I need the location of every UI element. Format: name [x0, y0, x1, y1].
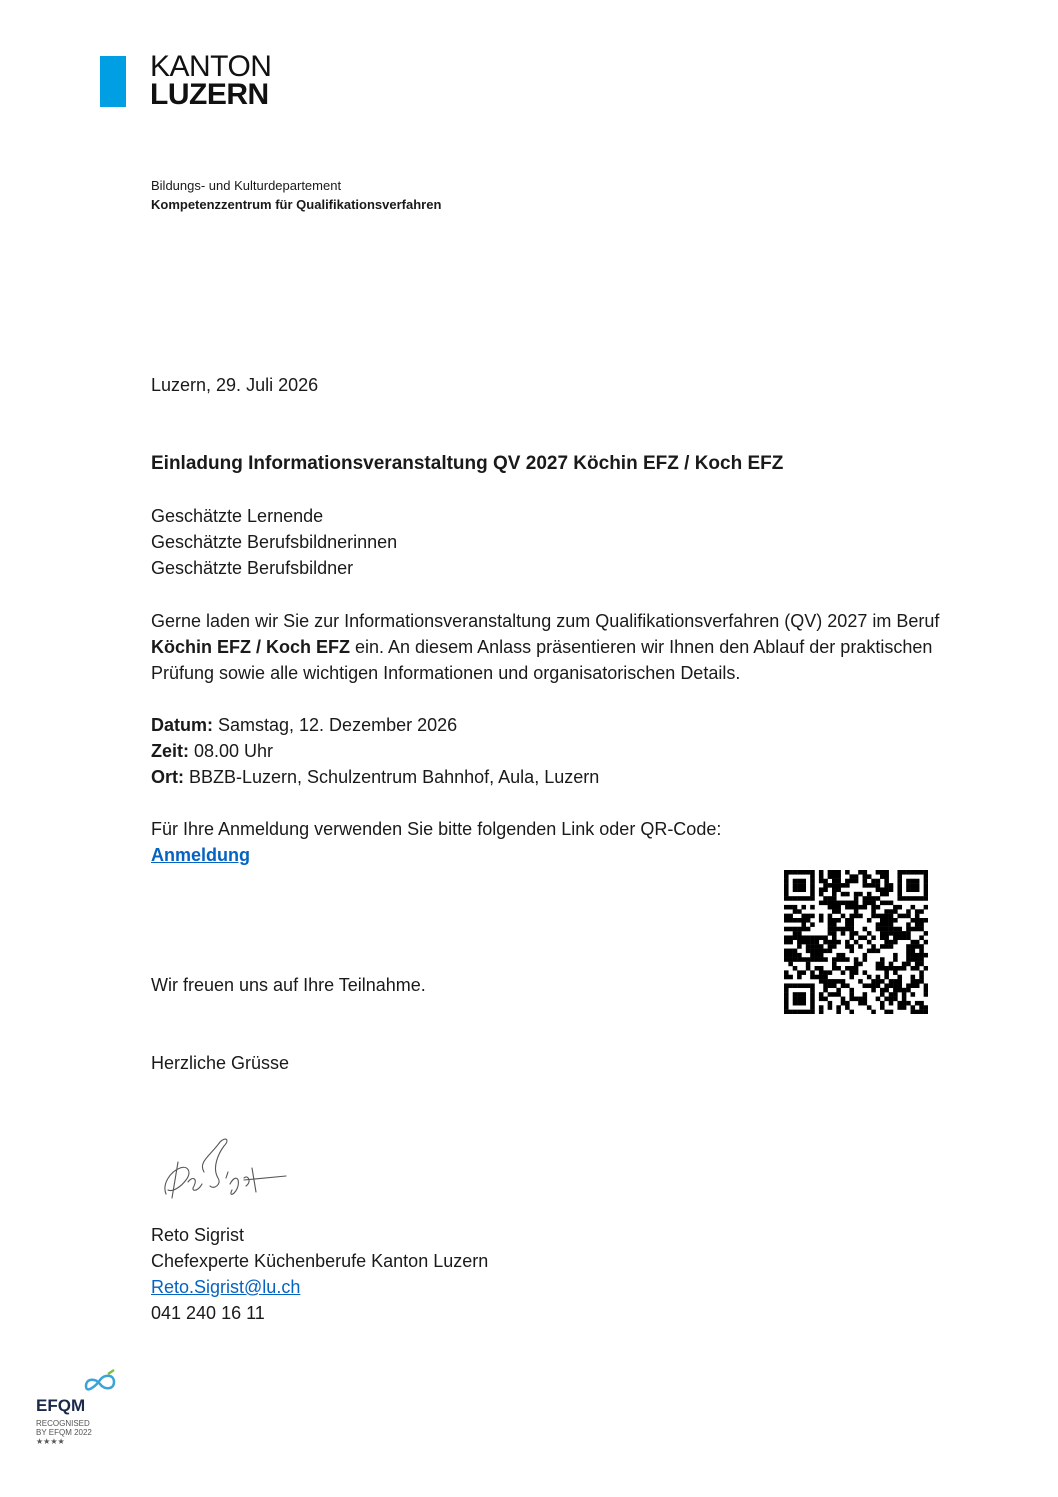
logo-bar [100, 56, 126, 107]
qr-code[interactable] [784, 870, 928, 1014]
sender-block [151, 1222, 488, 1326]
efqm-stars: ★★★★ [36, 1437, 65, 1446]
sender-phone: 041 240 16 11 [151, 1303, 265, 1323]
letter-subject: Einladung Informationsveranstaltung QV 2027 Köchin EFZ / Koch EFZ [151, 453, 784, 474]
intro-profession: Köchin EFZ / Koch EFZ [151, 637, 350, 657]
date-label: Datum: [151, 715, 213, 735]
sender-name: Reto Sigrist [151, 1225, 245, 1245]
event-details [151, 712, 599, 790]
efqm-recognised [36, 1419, 92, 1446]
event-date [151, 712, 599, 738]
intro-paragraph [151, 608, 971, 686]
time-label: Zeit: [151, 741, 189, 761]
logo-luzern: LUZERN [150, 78, 269, 111]
salutation-line: Geschätzte Lernende [151, 506, 324, 526]
thanks-text: Wir freuen uns auf Ihre Teilnahme. [151, 975, 426, 995]
efqm-name: EFQM [36, 1396, 86, 1415]
registration-text: Für Ihre Anmeldung verwenden Sie bitte folgenden Link oder QR-Code: [151, 819, 722, 839]
salutations [151, 503, 397, 581]
intro-text: Gerne laden wir Sie zur Informationsveranstaltung zum Qualifikationsverfahren (QV) 2027 im Beruf [151, 611, 940, 631]
place-date: Luzern, 29. Juli 2026 [151, 375, 319, 395]
signature [148, 1132, 298, 1212]
place-value: BBZB-Luzern, Schulzentrum Bahnhof, Aula, Luzern [184, 767, 600, 787]
intro-text-end: ein. An diesem Anlass präsentieren wir Ihnen den Ablauf der praktischen Prüfung sowie alle wichtigen Informationen und organisatorischen Details. [151, 637, 933, 683]
salutation-line: Geschätzte Berufsbildnerinnen [151, 532, 398, 552]
date-value: Samstag, 12. Dezember 2026 [213, 715, 458, 735]
event-place [151, 764, 599, 790]
center-name: Kompetenzzentrum für Qualifikationsverfahren [151, 197, 442, 212]
closing-text: Herzliche Grüsse [151, 1053, 290, 1073]
efqm-recognised-line: RECOGNISED [36, 1419, 90, 1428]
event-time [151, 738, 599, 764]
time-value: 08.00 Uhr [189, 741, 274, 761]
department-name: Bildungs- und Kulturdepartement [151, 178, 342, 193]
registration-link[interactable]: Anmeldung [151, 845, 250, 865]
logo-kanton: KANTON [150, 50, 272, 83]
efqm-by-line: BY EFQM 2022 [36, 1428, 92, 1437]
efqm-infinity-icon [80, 1368, 120, 1396]
sender-title: Chefexperte Küchenberufe Kanton Luzern [151, 1251, 489, 1271]
sender-email-link[interactable]: Reto.Sigrist@lu.ch [151, 1277, 301, 1297]
salutation-line: Geschätzte Berufsbildner [151, 558, 354, 578]
place-label: Ort: [151, 767, 184, 787]
